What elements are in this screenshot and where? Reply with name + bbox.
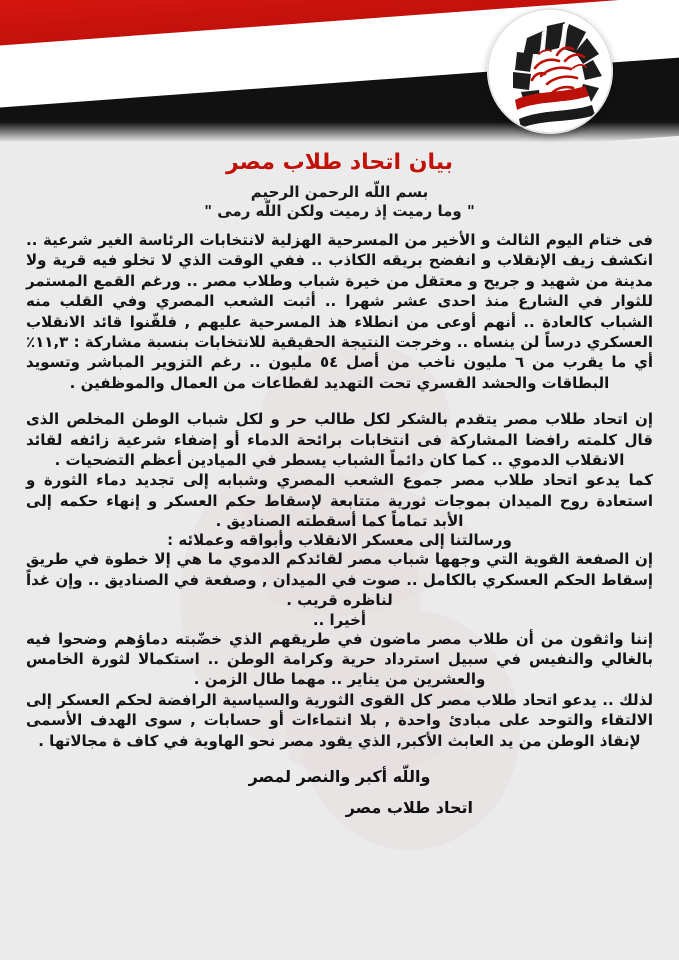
paragraph-2: إن اتحاد طلاب مصر يتقدم بالشكر لكل طالب حر و لكل شباب الوطن المخلص الذى قال كلمته رافضا المشاركة فى انتخابات برائحة الدماء أو إضفاء شرعية زائفه لقائد الانقلاب الدموي .. كما كان دائماً الشباب يسطر في الميادين أعظم التضحيات . [26, 410, 653, 469]
quran-verse-line: " وما رميت إذ رميت ولكن اللّه رمى " [204, 202, 475, 220]
organization-signature: اتحاد طلاب مصر [345, 797, 473, 817]
basmala-line: بسم اللّه الرحمن الرحيم [250, 183, 429, 201]
signoff-line: واللّه أكبر والنصر لمصر [248, 766, 431, 786]
finally-label: أخيرا .. [312, 610, 367, 629]
paragraph-6: لذلك .. يدعو اتحاد طلاب مصر كل القوى الثورية والسياسية الرافضة لحكم العسكر إلى الالتقاء والتوحد على مبادئ واحدة , بلا انتماءات أو حسابات , سوى الهدف الأسمى لإنقاذ الوطن من يد العابث الأكبر, الذي يقود مصر نحو الهاوية في كاف ة مجالاتها . [26, 690, 653, 750]
page-title: بيان اتحاد طلاب مصر [226, 150, 453, 175]
address-line: ورسالتنا إلى معسكر الانقلاب وأبواقه وعملائه : [167, 531, 512, 550]
statement-content [0, 140, 679, 817]
paragraph-4: إن الصفعة القوية التي وجهها شباب مصر لقائدكم الدموي ما هي إلا خطوة في طريق إسقاط الحكم العسكري بالكامل .. صوت في الميدان , وصفعة في الصناديق .. وإن غداً لناظره قريب . [26, 550, 653, 610]
paragraph-5: إننا واثقون من أن طلاب مصر ماضون في طريقهم الذي خضّبته دماؤهم وضحوا فيه بالغالي والنفيس في سبيل استرداد حرية وكرامة الوطن .. استكمالا لثورة الخامس والعشرين من يناير .. مهما طال الزمن . [26, 629, 653, 689]
egypt-students-union-logo [487, 8, 613, 134]
paragraph-3: كما يدعو اتحاد طلاب مصر جموع الشعب المصري وشبابه إلى تجديد دماء الثورة و استعادة روح الميدان بموجات ثورية متتابعة لإسقاط حكم العسكر و إنهاء حكمه إلى الأبد تماماً كما أسقطته الصناديق . [26, 471, 653, 531]
paragraph-1: فى ختام اليوم الثالث و الأخير من المسرحية الهزلية لانتخابات الرئاسة الغير شرعية .. انكشف زيف الإنقلاب و انفضح بريقه الكاذب .. ففي الوقت الذي لا تخلو فيه قرية ولا مدينة من شهيد و جريح و معتقل من خيرة شباب وطلاب مصر .. ورغم القمع المستمر للثوار في الشارع منذ احدى عشر شهرا .. أثبت الشعب المصري وفي القلب منه الشباب كالعادة .. أنهم أوعى من انطلاء هذ المسرحية عليهم , فلقّنوا قائد الانقلاب العسكري درساً لن ينساه .. وخرجت النتيجة الحقيقية للانتخابات بنسبة مشاركة : ١١,٣٪ أي ما يقرب من ٦ مليون ناخب من أصل ٥٤ مليون .. رغم التزوير المباشر وتسويد البطاقات والحشد القسري تحت التهديد لقطاعات من العمال والموظفين . [26, 231, 653, 392]
logo-artwork [487, 8, 613, 134]
